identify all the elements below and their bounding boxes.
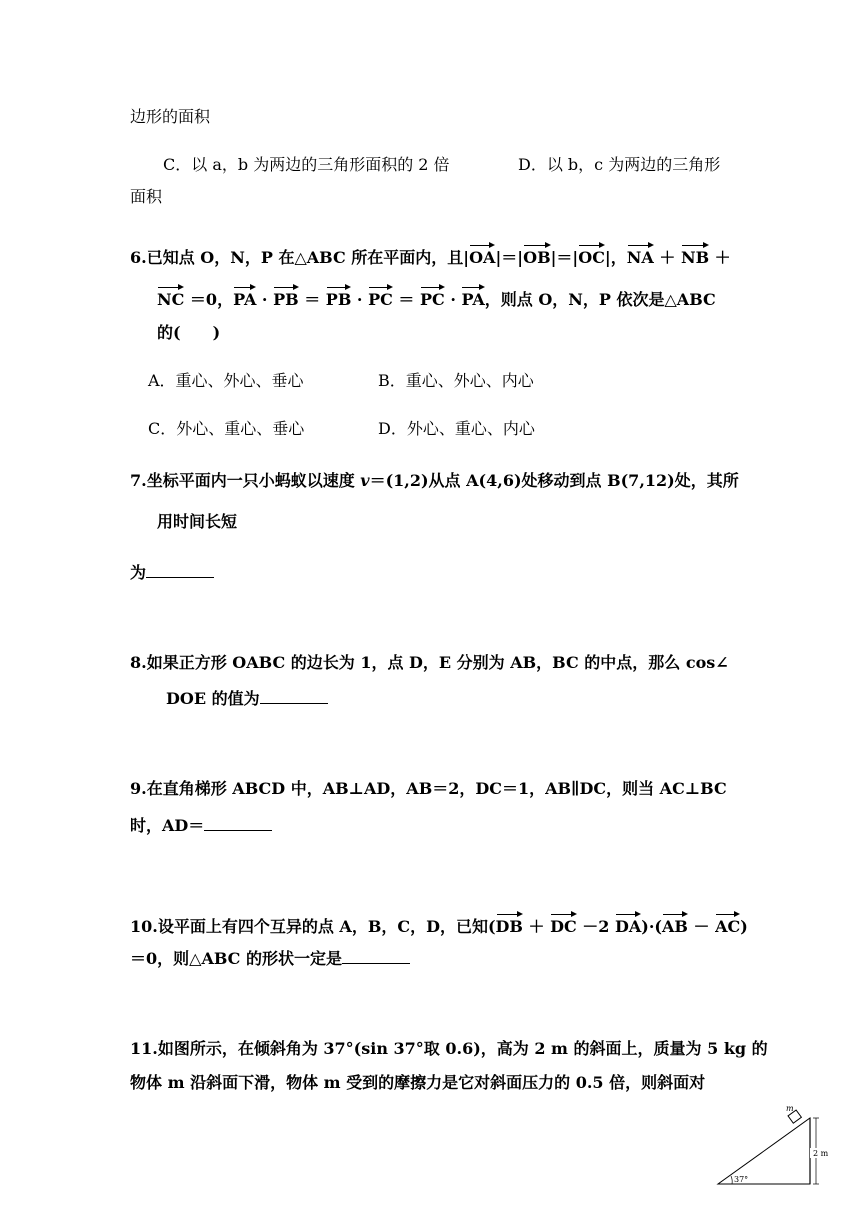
q7-line-3: [130, 562, 214, 584]
angle-arc: [731, 1176, 732, 1184]
q6-option-b: B．重心、外心、内心: [378, 371, 534, 390]
mass-label: m: [786, 1104, 794, 1113]
q7-text-2: ＝(1,2)从点 A(4,6)处移动到点 B(7,12)处，其所: [369, 471, 739, 490]
q6-dot-3: ·: [444, 290, 462, 309]
q5-option-c-text: C．以 a，b 为两边的三角形面积的 2 倍: [163, 155, 450, 174]
q6-dot-2: ·: [351, 290, 369, 309]
q8-text-2: DOE 的值为: [166, 689, 260, 708]
angle-label: 37°: [734, 1175, 749, 1184]
q6-eq-3: ＝: [298, 290, 326, 309]
q8-line-2: [166, 688, 328, 710]
q5-line-top: 边形的面积: [130, 107, 211, 126]
q7-text-3: 为: [130, 563, 147, 582]
vector-pc-2: PC: [420, 287, 445, 311]
vector-pc: PC: [368, 287, 393, 311]
q8-line-1: 8.如果正方形 OABC 的边长为 1，点 D，E 分别为 AB，BC 的中点，那么 cos∠: [130, 653, 729, 672]
q6-eq-4: ＝: [392, 290, 420, 309]
q6-text-4: ，则点 O，N，P 依次是△ABC: [484, 290, 716, 309]
vector-pa-2: PA: [461, 287, 484, 311]
answer-blank: [146, 563, 214, 578]
answer-blank: [342, 949, 410, 964]
q10-line-1: [130, 914, 748, 938]
vector-pb: PB: [273, 287, 299, 311]
height-label: 2 m: [813, 1149, 829, 1158]
q5-option-d: D．以 b，c 为两边的三角形: [518, 155, 721, 174]
q7-text-1: 7.坐标平面内一只小蚂蚁以速度: [130, 471, 361, 490]
q6-dot-1: ·: [256, 290, 274, 309]
q11-line-1: 11.如图所示，在倾斜角为 37°(sin 37°取 0.6)，高为 2 m 的斜面上，质量为 5 kg 的: [130, 1039, 768, 1058]
q10-minus-2: －2: [576, 917, 615, 936]
q6-eq-2: |＝|: [550, 248, 579, 267]
vector-ac: AC: [715, 914, 740, 938]
vector-pb-2: PB: [326, 287, 352, 311]
q6-option-d: D．外心、重心、内心: [378, 419, 535, 438]
q10-text-1: 10.设平面上有四个互异的点 A，B，C，D，已知(: [130, 917, 496, 936]
q9-line-1: 9.在直角梯形 ABCD 中，AB⊥AD，AB＝2，DC＝1，AB∥DC，则当 AC⊥BC: [130, 779, 727, 798]
q10-text-2: ＝0，则△ABC 的形状一定是: [130, 949, 342, 968]
vector-pa: PA: [233, 287, 256, 311]
q6-line-2: [157, 287, 716, 311]
q10-plus: ＋: [522, 917, 551, 936]
q7-line-2: 用时间长短: [157, 512, 238, 531]
q9-text-2: 时，AD＝: [130, 816, 205, 835]
incline-triangle: [718, 1118, 810, 1184]
q10-minus: －: [687, 917, 716, 936]
vector-db: DB: [496, 914, 523, 938]
q9-line-2: [130, 815, 272, 837]
incline-figure: [712, 1100, 842, 1192]
vector-ab: AB: [662, 914, 688, 938]
q6-option-c: C．外心、重心、垂心: [148, 419, 305, 438]
q6-line-1: [130, 245, 731, 269]
vector-oa: OA: [469, 245, 495, 269]
answer-blank: [204, 816, 272, 831]
vector-ob: OB: [523, 245, 550, 269]
q6-text-1: 6.已知点 O，N，P 在△ABC 所在平面内，且|: [130, 248, 470, 267]
vector-na: NA: [627, 245, 654, 269]
q11-line-2: 物体 m 沿斜面下滑，物体 m 受到的摩擦力是它对斜面压力的 0.5 倍，则斜面对: [130, 1073, 706, 1092]
q6-option-a: A．重心、外心、垂心: [148, 371, 304, 390]
q6-text-3: ＝0，: [184, 290, 234, 309]
q10-mid: )·(: [641, 917, 662, 936]
q6-eq-1: |＝|: [495, 248, 524, 267]
answer-blank: [260, 689, 328, 704]
q5-option-d-cont: 面积: [130, 187, 163, 206]
q7-line-1: [130, 470, 739, 492]
velocity-symbol: v: [360, 471, 370, 490]
q6-text-2: |，: [604, 248, 627, 267]
vector-da: DA: [615, 914, 641, 938]
vector-dc: DC: [550, 914, 577, 938]
q6-line-3: 的( ): [157, 323, 221, 342]
q6-plus-1: ＋: [653, 248, 681, 267]
vector-oc: OC: [578, 245, 605, 269]
q10-close: ): [740, 917, 748, 936]
q10-line-2: [130, 948, 410, 970]
vector-nb: NB: [681, 245, 709, 269]
vector-nc: NC: [157, 287, 184, 311]
q6-plus-2: ＋: [709, 248, 731, 267]
q5-option-c: [163, 154, 450, 176]
